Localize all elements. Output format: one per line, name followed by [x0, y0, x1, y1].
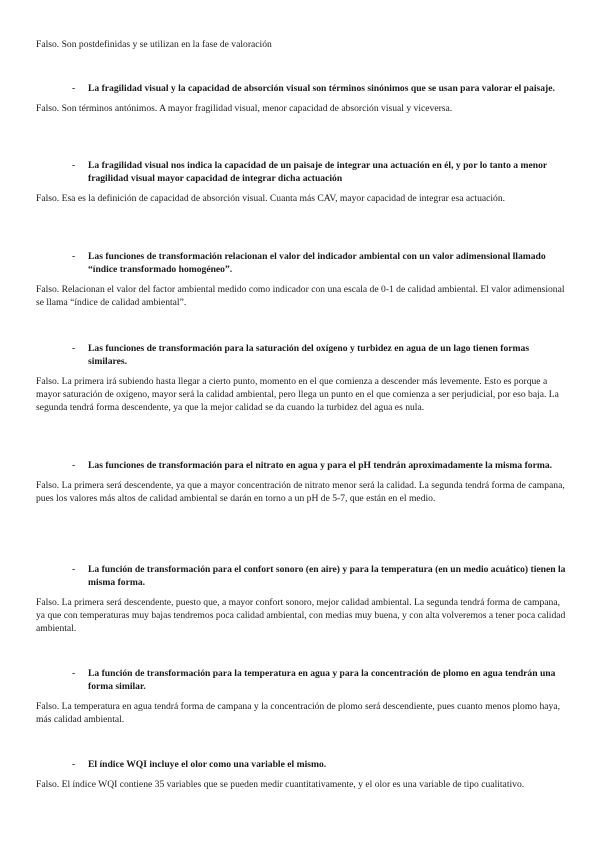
answer-text: Falso. La primera irá subiendo hasta llegar a cierto punto, momento en el que comienza a descender más levemente. Esto es porque a mayor saturación de oxígeno, mayor será la calidad ambiental, pero llega un punto en el que comienza a ser perjudicial, por eso baja. La segunda tendrá forma descendente, ya que la mejor calidad se da cuando la turbidez del agua es nula.: [36, 376, 559, 413]
question-block-7: [36, 667, 566, 726]
answer-text: Falso. La temperatura en agua tendrá forma de campana y la concentración de plomo será descendiente, pues cuanto menos plomo haya, más calidad ambiental.: [36, 701, 560, 725]
question-text: Las funciones de transformación relacionan el valor del indicador ambiental con un valor adimensional llamado “índice transformado homogéneo”.: [88, 251, 546, 275]
question-statement: [72, 82, 566, 95]
question-statement: [72, 758, 566, 771]
question-block-8: [36, 758, 566, 791]
question-text: La fragilidad visual y la capacidad de absorción visual son términos sinónimos que se usan para valorar el paisaje.: [88, 83, 555, 94]
question-text: Las funciones de transformación para la saturación del oxígeno y turbidez en agua de un lago tienen formas similares.: [88, 343, 530, 367]
question-statement: [72, 250, 566, 276]
dash-bullet: -: [72, 759, 76, 770]
dash-bullet: -: [72, 251, 76, 262]
dash-bullet: -: [72, 668, 76, 679]
question-text: La función de transformación para la temperatura en agua y para la concentración de plomo en agua tendrán una forma similar.: [88, 668, 556, 692]
dash-bullet: -: [72, 343, 76, 354]
question-statement: [72, 342, 566, 368]
question-block-3: [36, 250, 566, 309]
question-block-6: [36, 563, 566, 635]
answer-text: Falso. Esa es la definición de capacidad de absorción visual. Cuanta más CAV, mayor capacidad de integrar esa actuación.: [36, 193, 506, 204]
dash-bullet: -: [72, 83, 76, 94]
question-block-2: [36, 159, 566, 205]
question-statement: [72, 159, 566, 185]
question-block-1: [36, 82, 566, 115]
question-statement: [72, 667, 566, 693]
answer-text: Falso. Son términos antónimos. A mayor fragilidad visual, menor capacidad de absorción visual y viceversa.: [36, 103, 453, 114]
answer-text: Falso. Relacionan el valor del factor ambiental medido como indicador con una escala de 0-1 de calidad ambiental. El valor adimensional se llama “índice de calidad ambiental”.: [36, 284, 565, 308]
question-text: La fragilidad visual nos indica la capacidad de un paisaje de integrar una actuación en él, y por lo tanto a menor fragilidad visual mayor capacidad de integrar dicha actuación: [88, 160, 547, 184]
question-text: El índice WQI incluye el olor como una variable el mismo.: [88, 759, 327, 770]
question-block-4: [36, 342, 566, 414]
question-text: Las funciones de transformación para el nitrato en agua y para el pH tendrán aproximadamente la misma forma.: [88, 460, 553, 471]
answer-text: Falso. El índice WQI contiene 35 variables que se pueden medir cuantitativamente, y el olor es una variable de tipo cualitativo.: [36, 779, 525, 790]
answer-text: Falso. La primera será descendente, puesto que, a mayor confort sonoro, mejor calidad ambiental. La segunda tendrá forma de campana, ya que con temperaturas muy bajas tendremos poca calidad ambiental, con medias muy buena, y con alta volveremos a tener poca calidad ambiental.: [36, 597, 566, 634]
dash-bullet: -: [72, 460, 76, 471]
dash-bullet: -: [72, 160, 76, 171]
dash-bullet: -: [72, 564, 76, 575]
question-block-5: [36, 459, 566, 505]
intro-answer: Falso. Son postdefinidas y se utilizan en la fase de valoración: [36, 39, 272, 50]
question-text: La función de transformación para el confort sonoro (en aire) y para la temperatura (en un medio acuático) tienen la misma forma.: [88, 564, 566, 588]
question-statement: [72, 459, 566, 472]
question-statement: [72, 563, 566, 589]
answer-text: Falso. La primera será descendente, ya que a mayor concentración de nitrato menor será la calidad. La segunda tendrá forma de campana, pues los valores más altos de calidad ambiental se darán en torno a un pH de 5-7, que están en el medio.: [36, 480, 565, 504]
